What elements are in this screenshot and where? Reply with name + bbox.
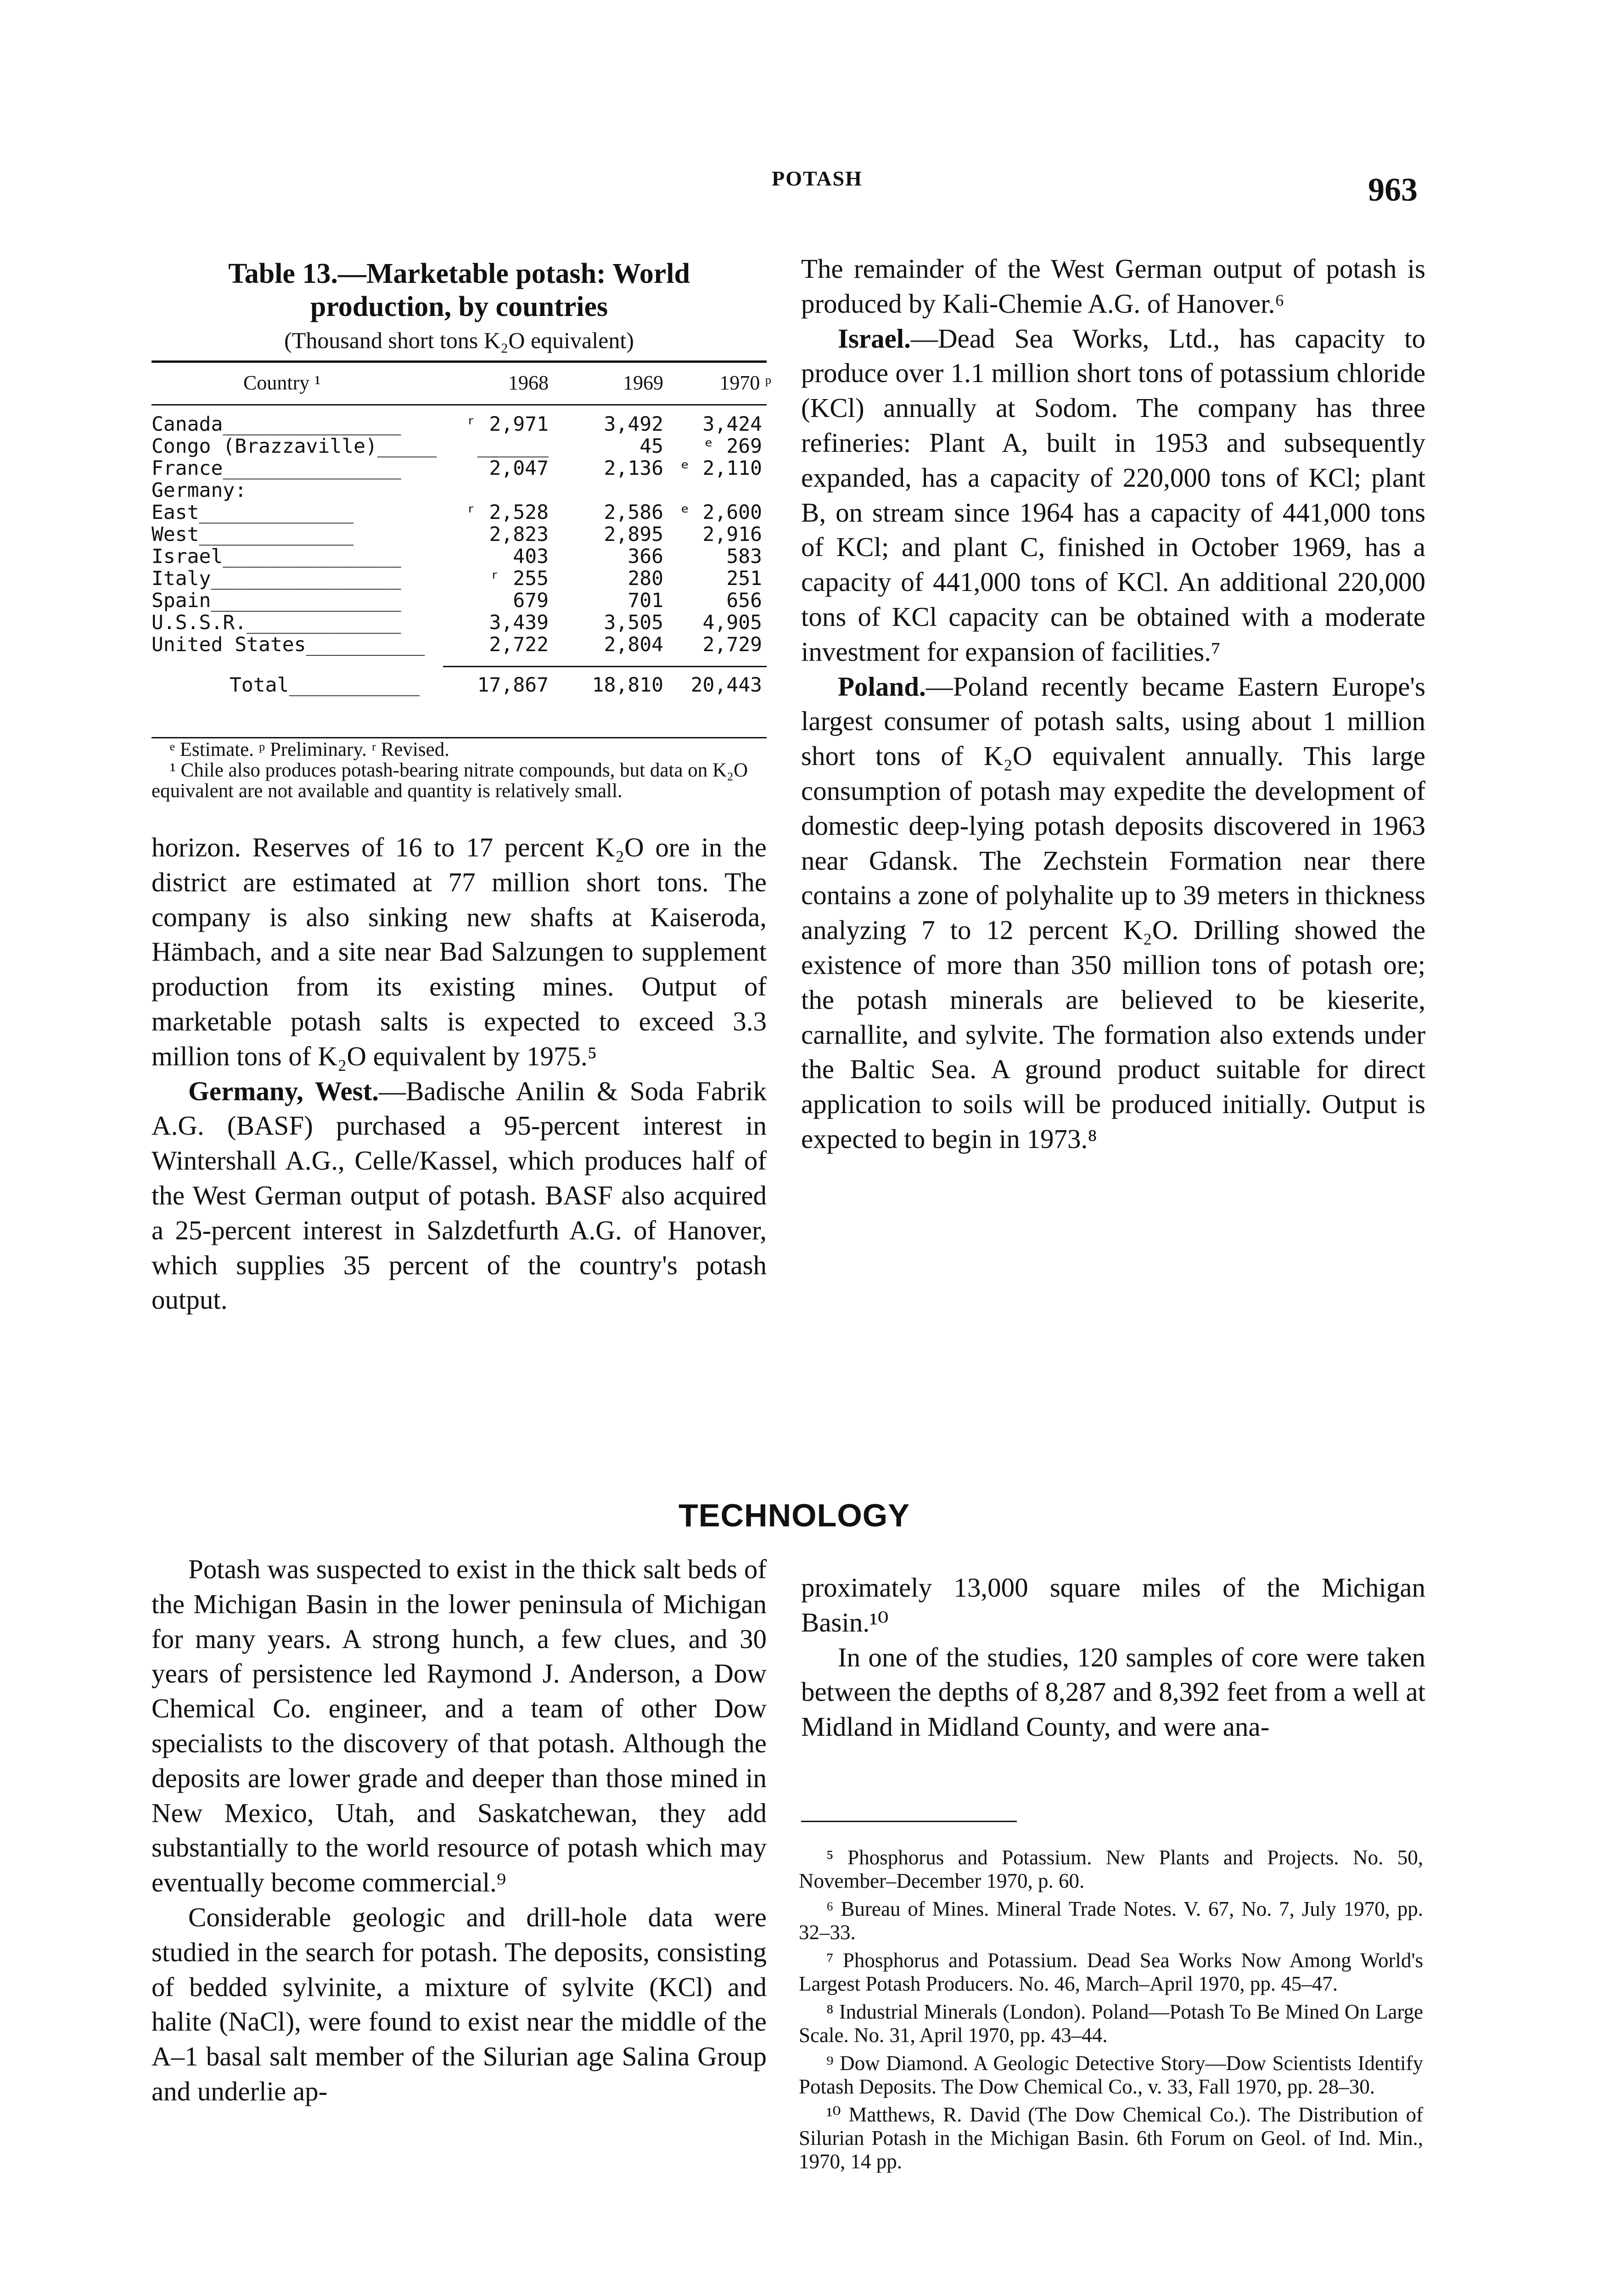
- table-notes: [151, 739, 767, 801]
- table-cell-1968: ʳ 2,971: [465, 413, 549, 436]
- table-cell-1969: 701: [628, 589, 663, 612]
- table-cell-1970: 4,905: [702, 611, 762, 634]
- table-cell-1970: 2,916: [702, 523, 762, 546]
- table-cell-1970: 3,424: [702, 413, 762, 436]
- table-note-legend: ᵉ Estimate. ᵖ Preliminary. ʳ Revised.: [170, 739, 449, 760]
- paragraph: In one of the studies, 120 samples of core were taken between the depths of 8,287 and 8,392 feet from a well at Midland in Midland County, and were ana-: [801, 1642, 1425, 1742]
- table-cell-country: U.S.S.R._____________: [151, 612, 401, 634]
- total-rule: [443, 666, 767, 667]
- table-cell-country: Germany:: [151, 479, 247, 501]
- table-title-line2: production, by countries: [310, 291, 608, 322]
- section-head-germany-west: Germany, West.: [188, 1075, 379, 1106]
- table-cell-1969: 45: [639, 435, 663, 458]
- left-column-top: [151, 830, 767, 1317]
- column-header-1968: 1968: [508, 371, 549, 394]
- table-cell-1969: 366: [628, 545, 663, 568]
- table-cell-1969: 2,136: [604, 457, 663, 480]
- footnote-7: ⁷ Phosphorus and Potassium. Dead Sea Works Now Among World's Largest Potash Producers. No. 46, March–April 1970, pp. 45–47.: [799, 1949, 1423, 1995]
- table-note-1: ¹ Chile also produces potash-bearing nitrate compounds, but data on K₂O equivalent are not available and quantity is relatively small.: [151, 760, 748, 802]
- column-header-1969: 1969: [623, 371, 663, 394]
- table-cell-1968: ______: [477, 435, 549, 458]
- section-head-poland: Poland.: [838, 671, 926, 702]
- table-cell-country: East_____________: [151, 501, 354, 523]
- table-total-1970: 20,443: [690, 674, 762, 697]
- table-cell-country: United States__________: [151, 634, 425, 656]
- table-cell-1970: 2,729: [702, 633, 762, 656]
- table-cell-country: Congo (Brazzaville)_____: [151, 435, 437, 457]
- table-cell-1969: 3,492: [604, 413, 663, 436]
- table-cell-country: Spain________________: [151, 590, 401, 612]
- table-title: [151, 257, 767, 323]
- table-cell-1968: ʳ 2,528: [465, 501, 549, 524]
- column-header-1970: 1970 ᵖ: [719, 371, 771, 394]
- paragraph-text: —Poland recently became Eastern Europe's largest consumer of potash salts, using about 1 million short tons of K₂O equivalent annually. This large consumption of potash may expedite the development of domestic deep-lying potash deposits discovered in 1963 near Gdansk. The Zechstein Formation near there contains a zone of polyhalite up to 39 meters in thickness analyzing 7 to 12 percent K₂O. Drilling showed the existence of more than 350 million tons of potash ore; the potash minerals are believed to be kieserite, carnallite, and sylvite. The formation also extends under the Baltic Sea. A ground product suitable for direct application to soils will be produced initially. Output is expected to begin in 1973.⁸: [801, 671, 1425, 1154]
- table-cell-1968: 3,439: [489, 611, 549, 634]
- column-header-country: Country ¹: [243, 371, 321, 394]
- paragraph: proximately 13,000 square miles of the Michigan Basin.¹⁰: [801, 1572, 1425, 1638]
- footnote-6: ⁶ Bureau of Mines. Mineral Trade Notes. V. 67, No. 7, July 1970, pp. 32–33.: [799, 1897, 1423, 1944]
- table-subtitle: (Thousand short tons K₂O equivalent): [284, 327, 634, 353]
- section-title: TECHNOLOGY: [679, 1497, 910, 1533]
- left-column-bottom: [151, 1552, 767, 2109]
- table-cell-1969: 2,895: [604, 523, 663, 546]
- table-cell-1969: 2,586: [604, 501, 663, 524]
- table-cell-1970: ᵉ 269: [702, 435, 762, 458]
- paragraph: Potash was suspected to exist in the thick salt beds of the Michigan Basin in the lower peninsula of Michigan for many years. A strong hunch, a few clues, and 30 years of persistence led Raymond J. Anderson, a Dow Chemical Co. engineer, and a team of other Dow specialists to the discovery of that potash. Although the deposits are lower grade and deeper than those mined in New Mexico, Utah, and Saskatchewan, they add substantially to the world resource of potash which may eventually become commercial.⁹: [151, 1554, 767, 1898]
- table-cell-1968: 2,823: [489, 523, 549, 546]
- table-cell-country: Israel_______________: [151, 546, 401, 568]
- paragraph: horizon. Reserves of 16 to 17 percent K₂O ore in the district are estimated at 77 million short tons. The company is also sinking new shafts at Kaiseroda, Hämbach, and a site near Bad Salzungen to supplement production from its existing mines. Output of marketable potash salts is expected to exceed 3.3 million tons of K₂O equivalent by 1975.⁵: [151, 832, 767, 1071]
- paragraph: The remainder of the West German output of potash is produced by Kali-Chemie A.G. of Hanover.⁶: [801, 253, 1425, 319]
- paragraph-text: —Badische Anilin & Soda Fabrik A.G. (BASF) purchased a 95-percent interest in Wintershall A.G., Celle/Kassel, which produces half of the West German output of potash. BASF also acquired a 25-percent interest in Salzdetfurth A.G. of Hanover, which supplies 35 percent of the country's potash output.: [151, 1075, 767, 1315]
- footnote-10: ¹⁰ Matthews, R. David (The Dow Chemical Co.). The Distribution of Silurian Potash in the Michigan Basin. 6th Forum on Geol. of Ind. Min., 1970, 14 pp.: [799, 2103, 1423, 2173]
- table-cell-country: West_____________: [151, 523, 354, 546]
- table-cell-country: Italy________________: [151, 568, 401, 590]
- paragraph: [151, 1074, 767, 1318]
- table-title-line1: Table 13.—Marketable potash: World: [228, 258, 690, 289]
- table-cell-1968: 2,722: [489, 633, 549, 656]
- footnote-9: ⁹ Dow Diamond. A Geologic Detective Story—Dow Scientists Identify Potash Deposits. The Dow Chemical Co., v. 33, Fall 1970, pp. 28–30.: [799, 2052, 1423, 2098]
- table-cell-country: France_______________: [151, 457, 401, 479]
- table-cell-1970: ᵉ 2,600: [679, 501, 762, 524]
- running-head: POTASH: [772, 167, 863, 190]
- table-cell-1968: 403: [513, 545, 549, 568]
- table-cell-1968: 679: [513, 589, 549, 612]
- table-cell-1970: 251: [726, 567, 762, 590]
- footnotes: [799, 1846, 1423, 2178]
- table-top-rule: [151, 360, 767, 363]
- paragraph: Considerable geologic and drill-hole data were studied in the search for potash. The deposits, consisting of bedded sylvinite, a mixture of sylvite (KCl) and halite (NaCl), were found to exist near the middle of the A–1 basal salt member of the Silurian age Salina Group and underlie ap-: [151, 1902, 767, 2106]
- table-total-label: Total___________: [230, 674, 420, 697]
- right-column-top: [801, 252, 1425, 1157]
- paragraph-text: —Dead Sea Works, Ltd., has capacity to produce over 1.1 million short tons of potassium chloride (KCl) annually at Sodom. The company has three refineries: Plant A, built in 1953 and subsequently expanded, has a capacity of 220,000 tons of KCl; plant B, on stream since 1964 has a capacity of 441,000 tons of KCl; and plant C, finished in October 1969, has a capacity of 441,000 tons of KCl. An additional 220,000 tons of KCl capacity can be obtained with a moderate investment for expansion of facilities.⁷: [801, 323, 1425, 667]
- table-bottom-rule: [151, 737, 767, 738]
- table-cell-1969: 280: [628, 567, 663, 590]
- paragraph: [801, 670, 1425, 1157]
- footnote-rule: [801, 1821, 1017, 1822]
- table-cell-country: Canada_______________: [151, 413, 401, 435]
- table-cell-1970: ᵉ 2,110: [679, 457, 762, 480]
- table-cell-1968: 2,047: [489, 457, 549, 480]
- table-cell-1970: 583: [726, 545, 762, 568]
- section-head-israel: Israel.: [838, 323, 911, 354]
- page-number: 963: [1368, 171, 1418, 208]
- table-total-1969: 18,810: [592, 674, 663, 697]
- right-column-bottom: [801, 1570, 1425, 1745]
- table-cell-1969: 3,505: [604, 611, 663, 634]
- table-cell-1969: 2,804: [604, 633, 663, 656]
- footnote-8: ⁸ Industrial Minerals (London). Poland—Potash To Be Mined On Large Scale. No. 31, April 1970, pp. 43–44.: [799, 2000, 1423, 2047]
- table-total-1968: 17,867: [477, 674, 549, 697]
- footnote-5: ⁵ Phosphorus and Potassium. New Plants and Projects. No. 50, November–December 1970, p. 60.: [799, 1846, 1423, 1892]
- table-cell-1970: 656: [726, 589, 762, 612]
- paragraph: [801, 321, 1425, 670]
- table-header-rule: [151, 404, 767, 405]
- table-cell-1968: ʳ 255: [489, 567, 549, 590]
